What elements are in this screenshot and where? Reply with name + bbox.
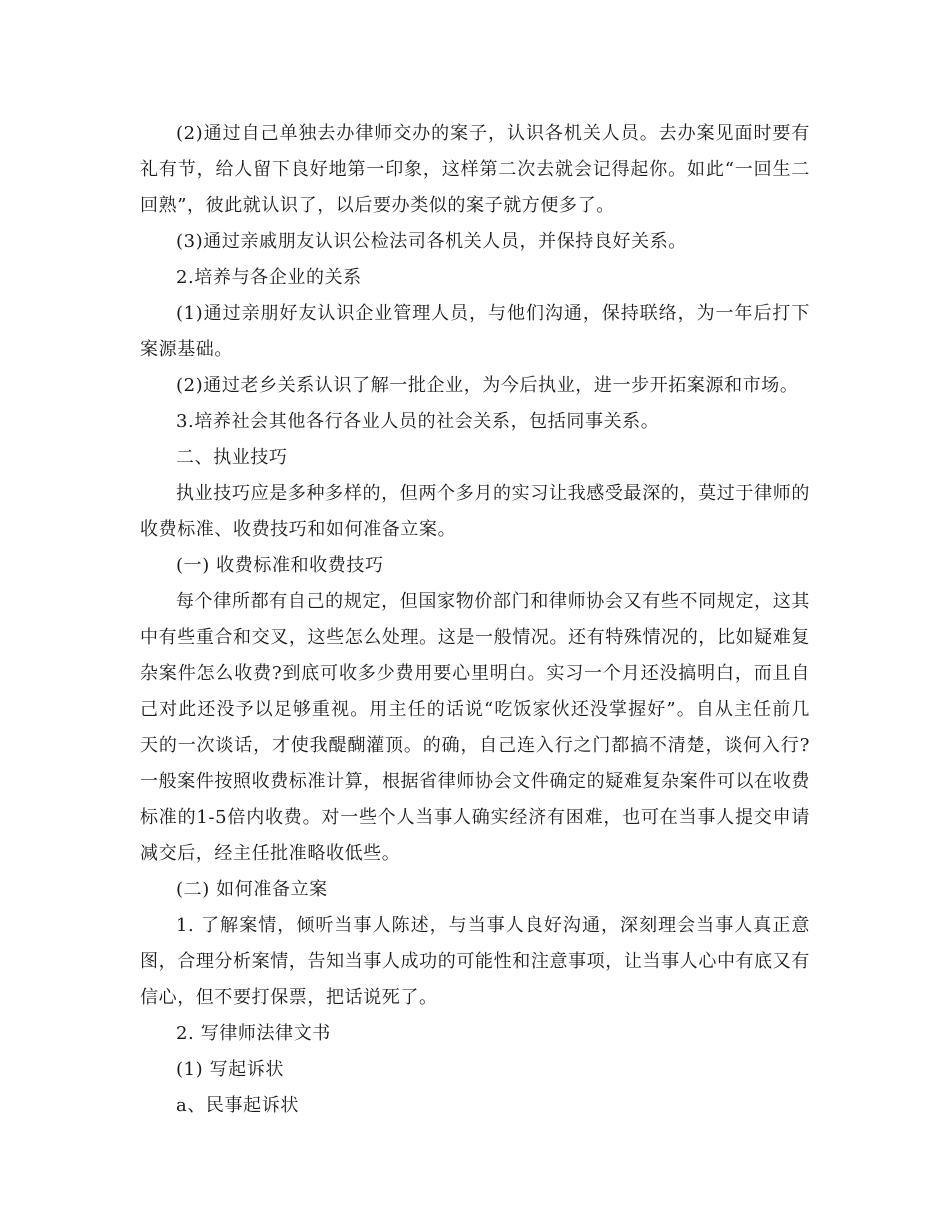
heading-fee-standards: (一) 收费标准和收费技巧 <box>176 555 384 576</box>
paragraph-enterprise-hometown: (2)通过老乡关系认识了解一批企业，为今后执业，进一步开拓案源和市场。 <box>176 375 799 396</box>
heading-practice-skills: 二、执业技巧 <box>176 447 288 468</box>
paragraph-practice-intro: 执业技巧应是多种多样的，但两个多月的实习让我感受最深的，莫过于律师的收费标准、收费技巧和如何准备立案。 <box>140 483 810 540</box>
paragraph-social-relations: 3.培养社会其他各行各业人员的社会关系，包括同事关系。 <box>176 411 660 432</box>
heading-legal-documents: 2. 写律师法律文书 <box>176 1023 331 1044</box>
paragraph-relations-cases: (2)通过自己单独去办律师交办的案子，认识各机关人员。去办案见面时要有礼有节，给人留下良好地第一印象，这样第二次去就会记得起你。如此“一回生二回熟”，彼此就认识了，以后要办类似的案子就方便多了。 <box>140 123 810 216</box>
heading-enterprise-relations: 2.培养与各企业的关系 <box>176 267 362 288</box>
paragraph-understand-case: 1. 了解案情，倾听当事人陈述，与当事人良好沟通，深刻理会当事人真正意图，合理分析案情，告知当事人成功的可能性和注意事项，让当事人心中有底又有信心，但不要打保票，把话说死了。 <box>140 915 810 1008</box>
heading-write-complaint: (1) 写起诉状 <box>176 1059 285 1080</box>
paragraph-enterprise-managers: (1)通过亲朋好友认识企业管理人员，与他们沟通，保持联络，为一年后打下案源基础。 <box>140 303 810 360</box>
paragraph-fee-details: 每个律所都有自己的规定，但国家物价部门和律师协会又有些不同规定，这其中有些重合和交叉，这些怎么处理。这是一般情况。还有特殊情况的，比如疑难复杂案件怎么收费?到底可收多少费用要心里明白。实习一个月还没搞明白，而且自己对此还没予以足够重视。用主任的话说“吃饭家伙还没掌握好”。自从主任前几天的一次谈话，才使我醍醐灌顶。的确，自己连入行之门都搞不清楚，谈何入行?一般案件按照收费标准计算，根据省律师协会文件确定的疑难复杂案件可以在收费标准的1-5倍内收费。对一些个人当事人确实经济有困难，也可在当事人提交申请减交后，经主任批准略收低些。 <box>140 591 810 864</box>
heading-case-filing: (二) 如何准备立案 <box>176 879 328 900</box>
paragraph-relations-friends: (3)通过亲戚朋友认识公检法司各机关人员，并保持良好关系。 <box>176 231 687 252</box>
document-body <box>140 116 810 1124</box>
heading-civil-complaint: a、民事起诉状 <box>176 1095 299 1116</box>
